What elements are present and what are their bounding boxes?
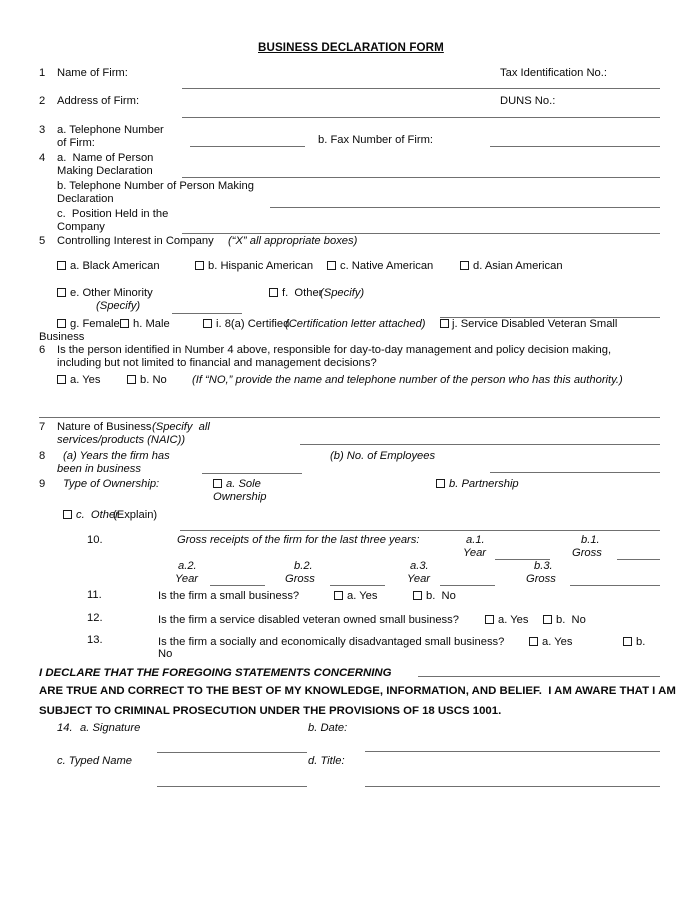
checkbox-other[interactable] <box>269 288 278 297</box>
label-a1-year: Year <box>463 547 487 559</box>
question-12: Is the firm a service disabled veteran owned small business? <box>158 614 459 626</box>
label-date: b. Date: <box>308 722 348 734</box>
checkbox-q13-no[interactable] <box>623 637 632 646</box>
label-q6-no: b. No <box>140 374 167 386</box>
checkbox-q6-no[interactable] <box>127 375 136 384</box>
checkbox-q13-yes[interactable] <box>529 637 538 646</box>
label-address-of-firm: Address of Firm: <box>57 95 140 107</box>
declaration-line-1: I DECLARE THAT THE FOREGOING STATEMENTS CONCERNING <box>39 667 392 679</box>
label-b2: b.2. <box>294 560 313 572</box>
label-q13-no-cont: No <box>158 648 173 660</box>
question-6-line1: Is the person identified in Number 4 above, responsible for day-to-day management and policy decision making, <box>57 344 612 356</box>
input-line-nature-of-business[interactable] <box>300 444 660 445</box>
label-no-of-employees: (b) No. of Employees <box>330 450 436 462</box>
checkbox-q6-yes[interactable] <box>57 375 66 384</box>
label-other-minority-specify: (Specify) <box>96 300 141 312</box>
label-telephone-of-person-line2: Declaration <box>57 193 114 205</box>
label-other: f. Other <box>282 287 323 299</box>
input-line-telephone-number-of-firm[interactable] <box>190 146 305 147</box>
input-line-signature[interactable] <box>157 752 307 753</box>
label-years-in-business-line1: (a) Years the firm has <box>63 450 170 462</box>
input-line-other-minority-specify[interactable] <box>172 313 242 314</box>
label-a3: a.3. <box>410 560 429 572</box>
label-a3-year: Year <box>407 573 431 585</box>
label-sole-ownership-line2: Ownership <box>213 491 267 503</box>
item-number-6: 6 <box>39 344 46 356</box>
label-controlling-interest: Controlling Interest in Company <box>57 235 214 247</box>
label-title: d. Title: <box>308 755 345 767</box>
item-number-10: 10. <box>87 534 103 546</box>
declaration-line-3: SUBJECT TO CRIMINAL PROSECUTION UNDER THE PROVISIONS OF 18 USCS 1001. <box>39 705 502 717</box>
input-line-no-of-employees[interactable] <box>490 472 660 473</box>
input-line-declaration-concerning[interactable] <box>418 676 660 677</box>
label-sole-ownership-line1: a. Sole <box>226 478 261 490</box>
label-b3: b.3. <box>534 560 553 572</box>
item-number-5: 5 <box>39 235 46 247</box>
input-line-years-in-business[interactable] <box>202 473 302 474</box>
label-partnership: b. Partnership <box>449 478 519 490</box>
label-q13-yes: a. Yes <box>542 636 573 648</box>
label-b3-gross: Gross <box>526 573 556 585</box>
label-q12-yes: a. Yes <box>498 614 529 626</box>
label-a1: a.1. <box>466 534 485 546</box>
label-q12-no: b. No <box>556 614 586 626</box>
label-fax-number-of-firm: b. Fax Number of Firm: <box>318 134 434 146</box>
label-gross-receipts: Gross receipts of the firm for the last three years: <box>177 534 420 546</box>
label-years-in-business-line2: been in business <box>57 463 141 475</box>
checkbox-black-american[interactable] <box>57 261 66 270</box>
input-line-title[interactable] <box>365 786 660 787</box>
item-number-1: 1 <box>39 67 46 79</box>
input-line-position-held[interactable] <box>182 233 660 234</box>
label-male: h. Male <box>133 318 170 330</box>
item-number-3: 3 <box>39 124 46 136</box>
label-8a-certified-note: (Certification letter attached) <box>285 318 426 330</box>
label-asian-american: d. Asian American <box>473 260 563 272</box>
label-name-of-person-line2: Making Declaration <box>57 165 153 177</box>
checkbox-native-american[interactable] <box>327 261 336 270</box>
input-line-b2-gross[interactable] <box>330 585 385 586</box>
item-number-13: 13. <box>87 634 103 646</box>
label-name-of-person-line1: a. Name of Person <box>57 152 154 164</box>
label-type-of-ownership: Type of Ownership: <box>63 478 160 490</box>
label-8a-certified: i. 8(a) Certified <box>216 318 290 330</box>
label-q6-yes: a. Yes <box>70 374 101 386</box>
question-6-line2: including but not limited to financial and management decisions? <box>57 357 377 369</box>
input-line-name-of-firm[interactable] <box>182 88 660 89</box>
checkbox-q12-no[interactable] <box>543 615 552 624</box>
checkbox-male[interactable] <box>120 319 129 328</box>
label-q11-yes: a. Yes <box>347 590 378 602</box>
checkbox-partnership[interactable] <box>436 479 445 488</box>
item-number-11: 11. <box>87 589 102 601</box>
item-number-9: 9 <box>39 478 46 490</box>
label-hispanic-american: b. Hispanic American <box>208 260 314 272</box>
section-divider-line-7 <box>39 417 660 418</box>
label-telephone-number-of-firm-line2: of Firm: <box>57 137 95 149</box>
label-telephone-of-person-line1: b. Telephone Number of Person Making <box>57 180 254 192</box>
label-female: g. Female <box>70 318 120 330</box>
item-number-4: 4 <box>39 152 46 164</box>
hint-nature-of-business-line2: services/products (NAIC)) <box>57 434 186 446</box>
question-11: Is the firm a small business? <box>158 590 300 602</box>
label-a2: a.2. <box>178 560 197 572</box>
page-title: BUSINESS DECLARATION FORM <box>258 41 444 54</box>
label-duns-no: DUNS No.: <box>500 95 556 107</box>
section-divider-line-10 <box>180 530 660 531</box>
label-nature-of-business: Nature of Business <box>57 421 152 433</box>
note-q6: (If “NO,” provide the name and telephone number of the person who has this authority.) <box>192 374 623 386</box>
item-number-2: 2 <box>39 95 46 107</box>
input-line-b1-gross[interactable] <box>617 559 660 560</box>
input-line-typed-name[interactable] <box>157 786 307 787</box>
checkbox-other-ownership[interactable] <box>63 510 72 519</box>
item-number-14: 14. <box>57 722 73 734</box>
label-telephone-number-of-firm-line1: a. Telephone Number <box>57 124 164 136</box>
label-position-held-line2: Company <box>57 221 105 233</box>
label-other-ownership-note: (Explain) <box>113 509 158 521</box>
checkbox-q11-no[interactable] <box>413 591 422 600</box>
declaration-line-2: ARE TRUE AND CORRECT TO THE BEST OF MY KNOWLEDGE, INFORMATION, AND BELIEF. I AM AWARE THAT I AM <box>39 685 676 697</box>
label-service-disabled-veteran-cont: Business <box>39 331 85 343</box>
checkbox-q12-yes[interactable] <box>485 615 494 624</box>
label-q13-no: b. <box>636 636 646 648</box>
label-a2-year: Year <box>175 573 199 585</box>
label-signature: a. Signature <box>80 722 141 734</box>
checkbox-hispanic-american[interactable] <box>195 261 204 270</box>
label-b1: b.1. <box>581 534 600 546</box>
checkbox-service-disabled-veteran-small-business[interactable] <box>440 319 449 328</box>
label-b1-gross: Gross <box>572 547 602 559</box>
label-position-held-line1: c. Position Held in the <box>57 208 169 220</box>
label-typed-name: c. Typed Name <box>57 755 133 767</box>
input-line-a2-year[interactable] <box>210 585 265 586</box>
checkbox-q11-yes[interactable] <box>334 591 343 600</box>
input-line-b3-gross[interactable] <box>570 585 660 586</box>
checkbox-other-minority[interactable] <box>57 288 66 297</box>
input-line-a3-year[interactable] <box>440 585 495 586</box>
label-other-ownership: c. Other <box>76 509 119 521</box>
checkbox-female[interactable] <box>57 319 66 328</box>
label-q11-no: b. No <box>426 590 456 602</box>
item-number-7: 7 <box>39 421 46 433</box>
label-other-specify: (Specify) <box>320 287 365 299</box>
label-service-disabled-veteran: j. Service Disabled Veteran Small <box>452 318 618 330</box>
label-tax-identification-no: Tax Identification No.: <box>500 67 607 79</box>
checkbox-sole-ownership[interactable] <box>213 479 222 488</box>
input-line-name-of-person[interactable] <box>182 177 660 178</box>
label-b2-gross: Gross <box>285 573 315 585</box>
input-line-date[interactable] <box>365 751 660 752</box>
checkbox-8a-certified[interactable] <box>203 319 212 328</box>
hint-controlling-interest: (“X” all appropriate boxes) <box>228 235 358 247</box>
checkbox-asian-american[interactable] <box>460 261 469 270</box>
label-name-of-firm: Name of Firm: <box>57 67 128 79</box>
label-native-american: c. Native American <box>340 260 434 272</box>
input-line-fax-number-of-firm[interactable] <box>490 146 660 147</box>
input-line-address-of-firm[interactable] <box>182 117 660 118</box>
label-black-american: a. Black American <box>70 260 160 272</box>
question-13: Is the firm a socially and economically disadvantaged small business? <box>158 636 505 648</box>
item-number-12: 12. <box>87 612 103 624</box>
item-number-8: 8 <box>39 450 46 462</box>
label-other-minority: e. Other Minority <box>70 287 153 299</box>
hint-nature-of-business-line1: (Specify all <box>152 421 210 433</box>
input-line-telephone-of-person[interactable] <box>270 207 660 208</box>
